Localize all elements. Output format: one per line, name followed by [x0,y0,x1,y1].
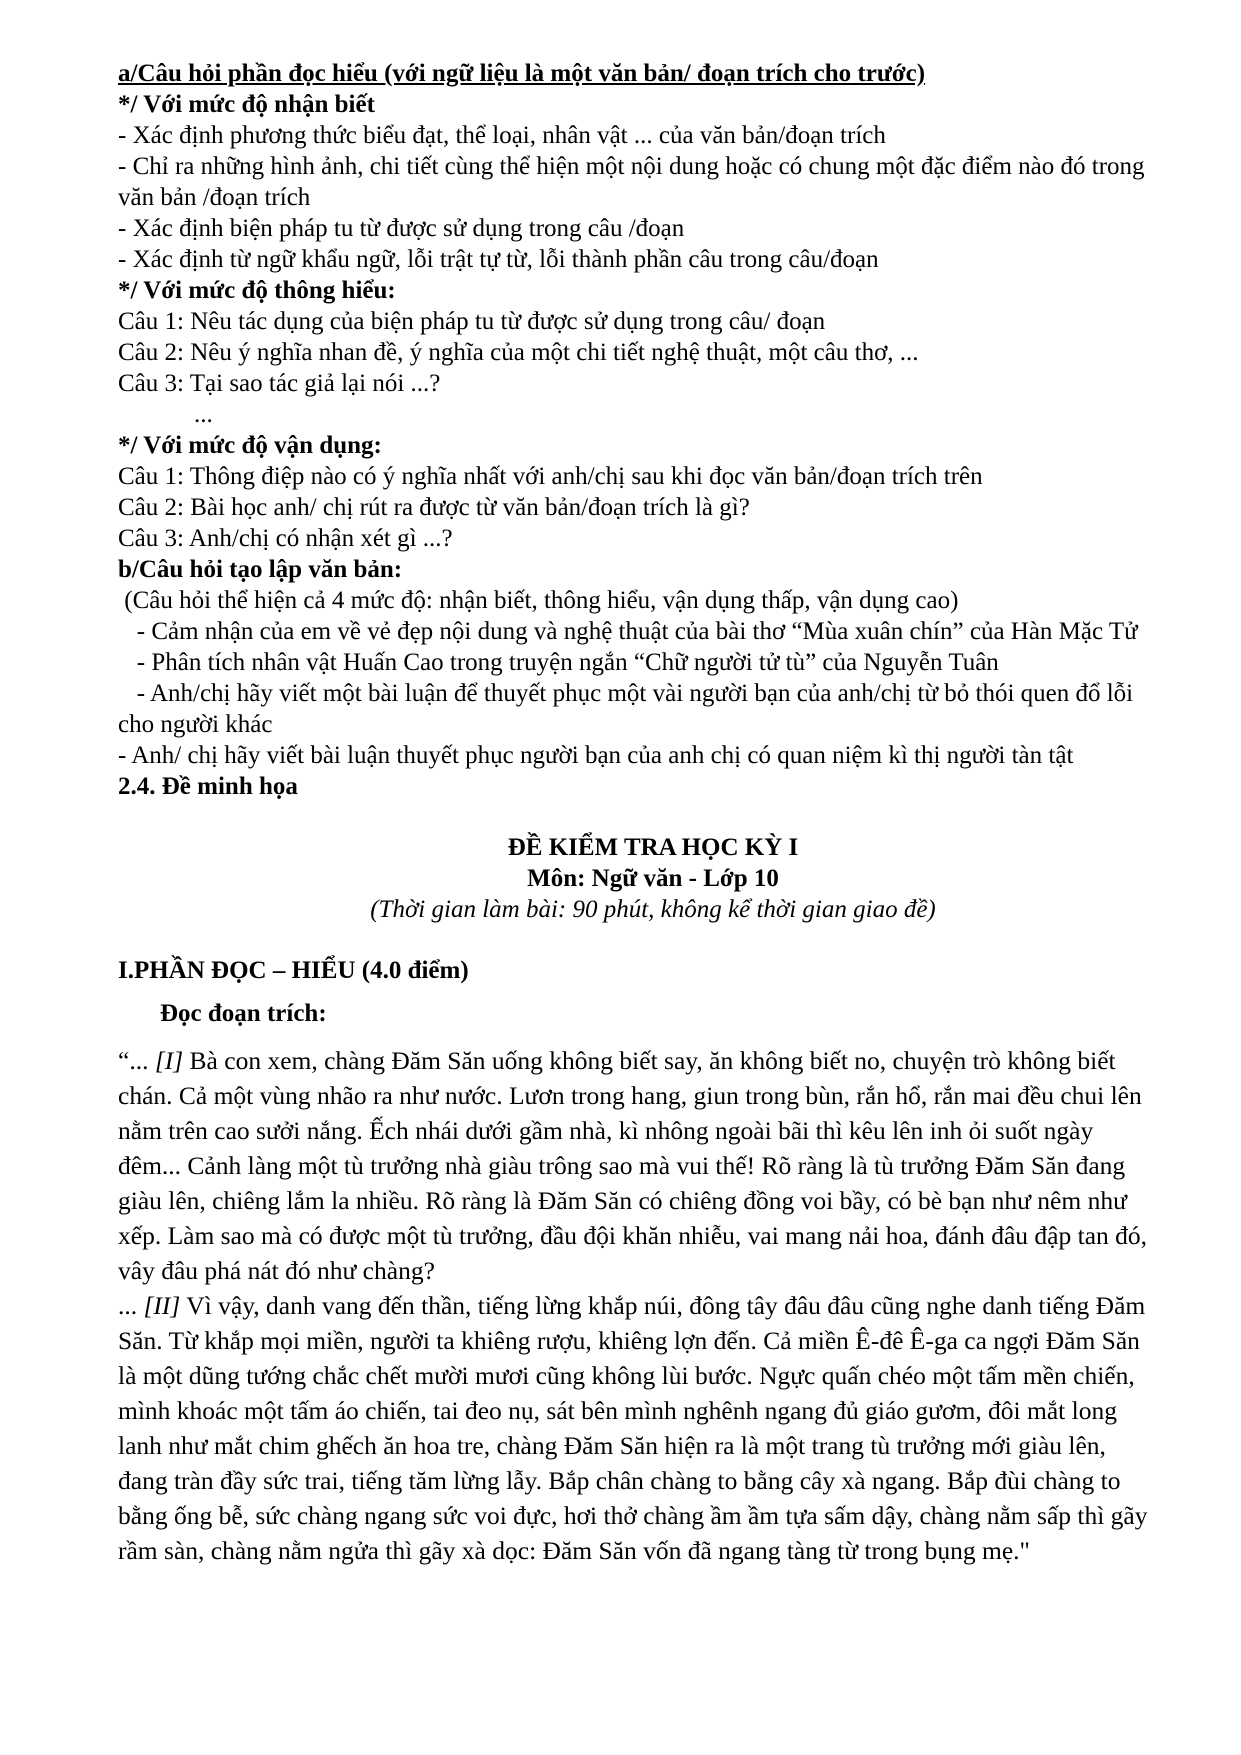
exam-time-note: (Thời gian làm bài: 90 phút, không kể thời gian giao đề) [370,896,936,923]
part-b-note: (Câu hỏi thể hiện cả 4 mức độ: nhận biết, thông hiểu, vận dụng thấp, vận dụng cao) [118,587,959,614]
level1-item: - Xác định biện pháp tu từ được sử dụng trong câu /đoạn [118,215,685,242]
level1-item: - Chỉ ra những hình ảnh, chi tiết cùng thể hiện một nội dung hoặc có chung một đặc điểm nào đó trong văn bản /đoạn trích [118,153,1145,211]
level2-item: Câu 3: Tại sao tác giả lại nói ...? [118,370,441,397]
exam-subject: Môn: Ngữ văn - Lớp 10 [527,865,779,892]
paragraph-text: Vì vậy, danh vang đến thần, tiếng lừng khắp núi, đông tây đâu đâu cũng nghe danh tiếng Đăm Săn. Từ khắp mọi miền, người ta khiêng rượu, khiêng lợn đến. Cả miền Ê-đê Ê-ga ca ngợi Đăm Săn là một dũng tướng chắc chết mười mươi cũng không lùi bước. Ngực quấn chéo một tấm mền chiến, mình khoác một tấm áo chiến, tai đeo nụ, sát bên mình nghênh ngang đủ giáo gươm, đôi mắt long lanh như mắt chim ghếch ăn hoa tre, chàng Đăm Săn hiện ra là một trang tù trưởng mới giàu lên, đang tràn đầy sức trai, tiếng tăm lừng lẫy. Bắp chân chàng to bằng cây xà ngang. Bắp đùi chàng to bằng ống bễ, sức chàng ngang sức voi đực, hơi thở chàng ầm ầm tựa sấm dậy, chàng nằm sấp thì gãy rầm sàn, chàng nằm ngửa thì gãy xà dọc: Đăm Săn vốn đã ngang tàng từ trong bụng mẹ." [118,1291,1148,1565]
level1-item: - Xác định phương thức biểu đạt, thể loại, nhân vật ... của văn bản/đoạn trích [118,122,886,149]
excerpt-paragraph-1 [118,1043,1148,1288]
excerpt-paragraph-2 [118,1288,1148,1568]
reading-section-title: I.PHẦN ĐỌC – HIỂU (4.0 điểm) [118,957,469,984]
part-b-item: - Anh/ chị hãy viết bài luận thuyết phục người bạn của anh chị có quan niệm kì thị người tàn tật [118,742,1074,769]
part-b-item: - Cảm nhận của em về vẻ đẹp nội dung và nghệ thuật của bài thơ “Mùa xuân chín” của Hàn Mặc Tử [118,618,1138,645]
level1-title: */ Với mức độ nhận biết [118,91,375,118]
level1-item: - Xác định từ ngữ khẩu ngữ, lỗi trật tự từ, lỗi thành phần câu trong câu/đoạn [118,246,879,273]
level3-item: Câu 3: Anh/chị có nhận xét gì ...? [118,525,453,552]
part-a-heading: a/Câu hỏi phần đọc hiểu (với ngữ liệu là một văn bản/ đoạn trích cho trước) [118,60,926,87]
paragraph-text: Bà con xem, chàng Đăm Săn uống không biết say, ăn không biết no, chuyện trò không biết chán. Cả một vùng nhão ra như nước. Lươn trong hang, giun trong bùn, rắn hổ, rắn mai đều chui lên nằm trên cao sưởi nắng. Ếch nhái dưới gầm nhà, kì nhông ngoài bãi thì kêu lên inh ỏi suốt ngày đêm... Cảnh làng một tù trưởng nhà giàu trông sao mà vui thế! Rõ ràng là tù trưởng Đăm Săn đang giàu lên, chiêng lắm la nhiều. Rõ ràng là Đăm Săn có chiêng đồng voi bầy, có bè bạn như nêm như xếp. Làm sao mà có được một tù trưởng, đầu đội khăn nhiễu, vai mang nải hoa, đánh đâu đập tan đó, vây đâu phá nát đó như chàng? [118,1046,1148,1285]
level2-ellipsis: ... [194,401,213,428]
paragraph-marker: [I] [154,1046,184,1075]
level2-item: Câu 1: Nêu tác dụng của biện pháp tu từ được sử dụng trong câu/ đoạn [118,308,826,335]
level3-title: */ Với mức độ vận dụng: [118,432,382,459]
level2-title: */ Với mức độ thông hiểu: [118,277,396,304]
part-b-heading: b/Câu hỏi tạo lập văn bản: [118,556,403,583]
level3-item: Câu 1: Thông điệp nào có ý nghĩa nhất với anh/chị sau khi đọc văn bản/đoạn trích trên [118,463,983,490]
read-excerpt-label: Đọc đoạn trích: [160,1000,327,1027]
document-page [118,60,1148,1568]
section-2-4-heading: 2.4. Đề minh họa [118,773,298,800]
level2-item: Câu 2: Nêu ý nghĩa nhan đề, ý nghĩa của một chi tiết nghệ thuật, một câu thơ, ... [118,339,919,366]
open-quote: “... [118,1046,155,1075]
part-b-item: - Anh/chị hãy viết một bài luận để thuyết phục một vài người bạn của anh/chị từ bỏ thói quen đổ lỗi cho người khác [118,680,1140,738]
exam-title: ĐỀ KIỂM TRA HỌC KỲ I [507,834,799,861]
part-b-item: - Phân tích nhân vật Huấn Cao trong truyện ngắn “Chữ người tử tù” của Nguyễn Tuân [118,649,999,676]
ellipsis-open: ... [118,1291,144,1320]
paragraph-marker: [II] [143,1291,181,1320]
level3-item: Câu 2: Bài học anh/ chị rút ra được từ văn bản/đoạn trích là gì? [118,494,750,521]
